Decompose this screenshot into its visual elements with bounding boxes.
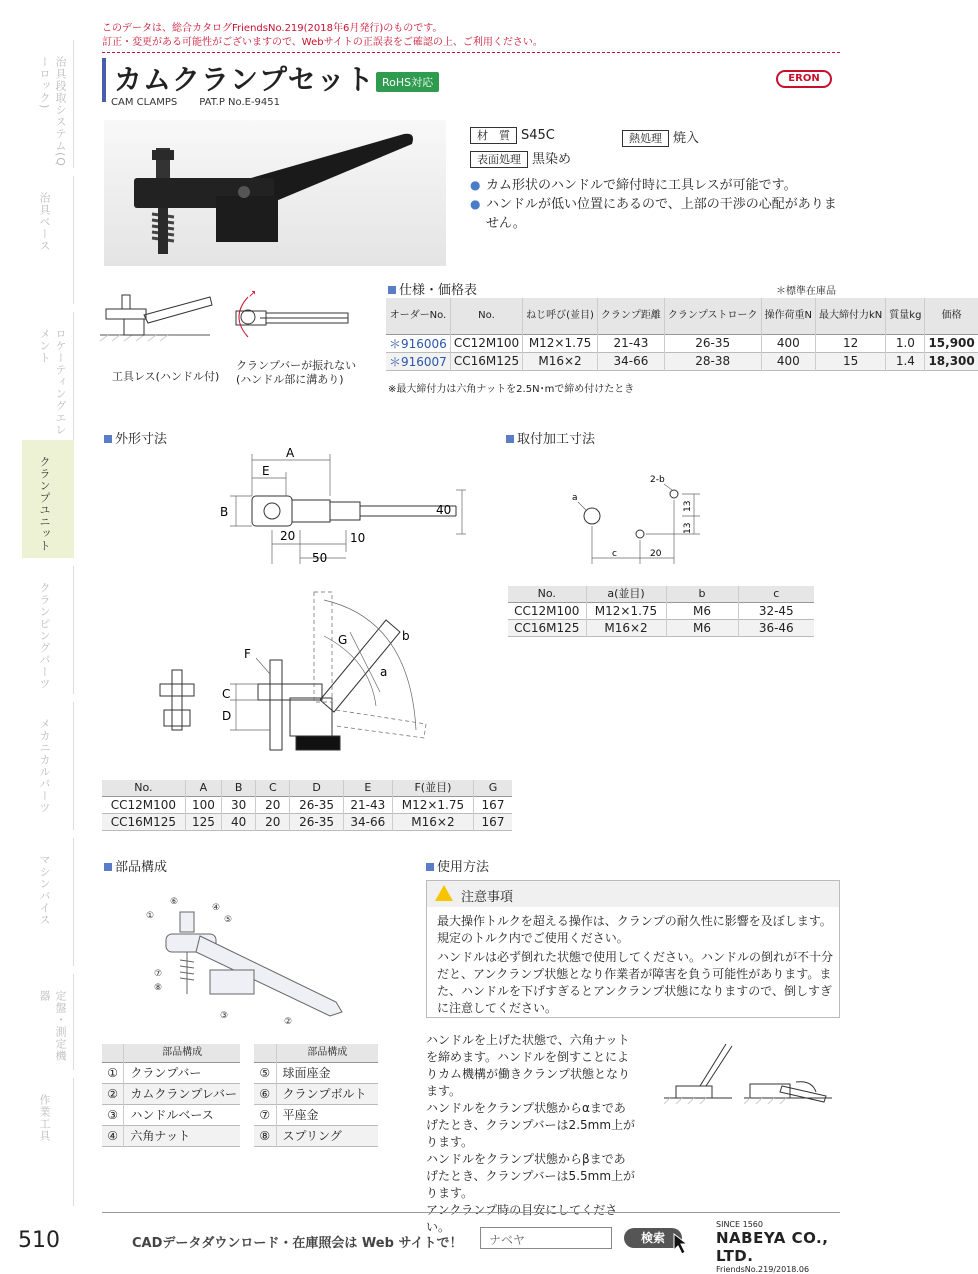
mounting-drawing — [560, 468, 710, 568]
caption-noswing: クランプバーが振れない (ハンドル部に溝あり) — [236, 359, 357, 386]
table-row: ④ 六角ナット — [102, 1125, 240, 1146]
dim-label-b-angle: b — [402, 629, 410, 643]
sidebar-item-clamp-unit[interactable]: クランプユニット — [22, 440, 74, 558]
errata-line-1: このデータは、総合カタログFriendsNo.219(2018年6月発行)のものです。 — [102, 23, 443, 34]
dim-label-g: G — [338, 633, 348, 647]
callout-6: ⑥ — [170, 897, 179, 907]
sidebar-item-machine-vise[interactable]: マシンバイス — [22, 838, 74, 966]
mount-label-c: c — [612, 549, 617, 559]
caution-text-1: 最大操作トルクを超える操作は、クランプの耐久性に影響を及ぼします。規定のトルク内でご使用ください。 — [437, 914, 832, 945]
section-mounting: 取付加工寸法 — [506, 428, 595, 447]
table-row: CC16M125 M16×2 M6 36-46 — [508, 619, 814, 636]
parts-table-right: 部品構成 ⑤ 球面座金 ⑥ クランプボルト ⑦ 平座金 ⑧ スプリング — [254, 1044, 378, 1147]
table-row: ⑧ スプリング — [254, 1125, 378, 1146]
table-row: ③ ハンドルベース — [102, 1104, 240, 1125]
caution-title: 注意事項 — [461, 890, 514, 905]
rohs-badge: RoHS対応 — [376, 72, 439, 92]
mount-label-b: 2-b — [650, 475, 665, 485]
catalog-number: FriendsNo.219/2018.06 — [716, 1265, 810, 1274]
spec-material: 材 質 S45C — [470, 127, 555, 144]
sidebar-item-jig-base[interactable]: 治具ベース — [22, 176, 74, 304]
parts-table-left: 部品構成 ① クランプバー ② カムクランプレバー ③ ハンドルベース ④ 六角ナット — [102, 1044, 240, 1147]
sidebar-item-surface-plate[interactable]: 定盤・測定機器 — [22, 974, 74, 1070]
page-number: 510 — [18, 1228, 60, 1253]
title-accent — [102, 58, 106, 102]
table-row: ⑥ クランプボルト — [254, 1083, 378, 1104]
usage-drawings — [656, 1040, 840, 1120]
usage-text: ハンドルを上げた状態で、六角ナットを締めます。ハンドルを倒すことによりカム機構が働きクランプ状態となります。 ハンドルをクランプ状態からαまであげたとき、クランプバーは2.5mm上がります。 ハンドルをクランプ状態からβまであげたとき、クランプバーは5.5mm上がります。 アンクランプ時の目安にしてください。 — [426, 1033, 636, 1234]
caption-toolless: 工具レス(ハンドル付) — [112, 370, 220, 383]
feature-item: ● カム形状のハンドルで締付時に工具レスが可能です。 — [470, 176, 840, 195]
company-logo — [716, 1220, 840, 1274]
price-footnote: ※最大締付力は六角ナットを2.5N･mで締め付けたとき — [388, 384, 635, 395]
footer-divider — [102, 1212, 840, 1213]
table-row: CC12M100 M12×1.75 M6 32-45 — [508, 602, 814, 619]
subtitle — [111, 97, 280, 108]
mount-label-20: 20 — [650, 549, 662, 559]
caution-text-2: ハンドルは必ず倒れた状態で使用してください。ハンドルの倒れが不十分だと、アンクランプ状態となり作業者が障害を負う可能性があります。また、ハンドルを下げすぎるとアンクランプ状態になりますので、倒しすぎに注意してください。 — [437, 950, 834, 1015]
sidebar-item-mechanical[interactable]: メカニカルパーツ — [22, 702, 74, 830]
stock-note: ＊標準在庫品 — [776, 286, 836, 297]
callout-5: ⑤ — [224, 915, 233, 925]
table-row: CC12M100 100 30 20 26-35 21-43 M12×1.75 167 — [102, 796, 512, 813]
dim-label-f: F — [244, 647, 251, 661]
table-row: ② カムクランプレバー — [102, 1083, 240, 1104]
feature-item: ● ハンドルが低い位置にあるので、上部の干渉の心配がありません。 — [470, 195, 840, 233]
table-row: ⑤ 球面座金 — [254, 1062, 378, 1083]
errata-notice — [102, 22, 543, 50]
dim-label-a-angle: a — [380, 665, 388, 679]
dim-label-c: C — [222, 687, 231, 701]
sidebar-item-q-lock[interactable]: 治具段取システム(Qーロック) — [22, 40, 74, 168]
search-input[interactable]: ナベヤ — [480, 1227, 612, 1249]
patent-number: PAT.P No.E-9451 — [199, 97, 281, 108]
cad-download-text: CADデータダウンロード・在庫照会は Web サイトで！ — [132, 1236, 463, 1251]
product-photo — [104, 120, 446, 266]
dim-label-e: E — [262, 464, 270, 478]
callout-7: ⑦ — [154, 969, 163, 979]
spec-heat-treatment: 熱処理 焼入 — [622, 127, 699, 147]
errata-line-2: 訂正・変更がある可能性がございますので、Webサイトの正誤表をご確認の上、ご利用ください。 — [102, 37, 543, 48]
dimension-drawing-top — [200, 440, 480, 570]
mount-label-13a: 13 — [683, 500, 693, 512]
cursor-icon — [670, 1232, 700, 1256]
table-row: CC16M125 125 40 20 26-35 34-66 M16×2 167 — [102, 813, 512, 830]
eron-logo: ERON — [776, 70, 832, 88]
caution-box — [426, 880, 840, 1018]
price-table: オーダーNo. No. ねじ呼び(並目) クランプ距離 クランプストローク 操作荷重N 最大締付力kN 質量kg 価格 ＊916006 CC12M100 M12×1.75 21-43 26-35 400 12 1.0 15,900 ＊916007 CC16M125 M16×2 34-66 28-38 400 15 1.4 18,300 — [386, 298, 978, 371]
spec-surface: 表面処理 黒染め — [470, 148, 571, 168]
callout-8: ⑧ — [154, 983, 163, 993]
sidebar-item-clamping-parts[interactable]: クランピングパーツ — [22, 566, 74, 694]
dim-label-b: B — [220, 505, 229, 519]
callout-4: ④ — [212, 903, 221, 913]
table-row: ⑦ 平座金 — [254, 1104, 378, 1125]
dimension-table: No. A B C D E F(並目) G CC12M100 100 30 20 26-35 21-43 M12×1.75 167 CC16M125 125 40 20 26-35 34-66 M16×2 167 — [102, 780, 512, 831]
callout-2: ② — [284, 1017, 293, 1027]
section-price: 仕様・価格表 — [388, 279, 477, 298]
section-parts: 部品構成 — [104, 856, 167, 875]
callout-3: ③ — [220, 1011, 229, 1021]
dim-label-d: D — [222, 709, 232, 723]
company-name: NABEYA CO., LTD. — [716, 1229, 829, 1265]
dim-label-40: 40 — [436, 503, 452, 517]
dim-label-10: 10 — [350, 531, 366, 545]
english-title: CAM CLAMPS — [111, 97, 178, 108]
table-row: ① クランプバー — [102, 1062, 240, 1083]
svg-text:↗: ↗ — [248, 289, 257, 300]
feature-list — [470, 176, 840, 233]
dim-label-50: 50 — [312, 551, 328, 565]
top-divider — [102, 52, 840, 53]
since-text: SINCE 1560 — [716, 1220, 763, 1229]
mounting-table: No. a(並目) b c CC12M100 M12×1.75 M6 32-45 CC16M125 M16×2 M6 36-46 — [508, 586, 814, 637]
sidebar-item-tools[interactable]: 作業工具 — [22, 1078, 74, 1206]
mount-label-13b: 13 — [683, 522, 693, 534]
table-row: ＊916006 CC12M100 M12×1.75 21-43 26-35 400 12 1.0 15,900 — [386, 334, 978, 352]
search-button[interactable]: 検索 — [624, 1228, 682, 1248]
dim-label-a: A — [286, 446, 295, 460]
callout-1: ① — [146, 911, 155, 921]
dim-label-20: 20 — [280, 529, 296, 543]
section-usage: 使用方法 — [426, 856, 489, 875]
parts-drawing — [140, 890, 360, 1030]
warning-icon — [435, 885, 453, 901]
sidebar-item-locating[interactable]: ロケーティングエレメント — [22, 312, 74, 440]
page-title: カムクランプセット — [114, 63, 375, 96]
mount-label-a: a — [572, 493, 578, 503]
section-dimensions: 外形寸法 — [104, 428, 167, 447]
table-row: ＊916007 CC16M125 M16×2 34-66 28-38 400 15 1.4 18,300 — [386, 352, 978, 370]
dimension-drawing-side — [140, 580, 440, 760]
